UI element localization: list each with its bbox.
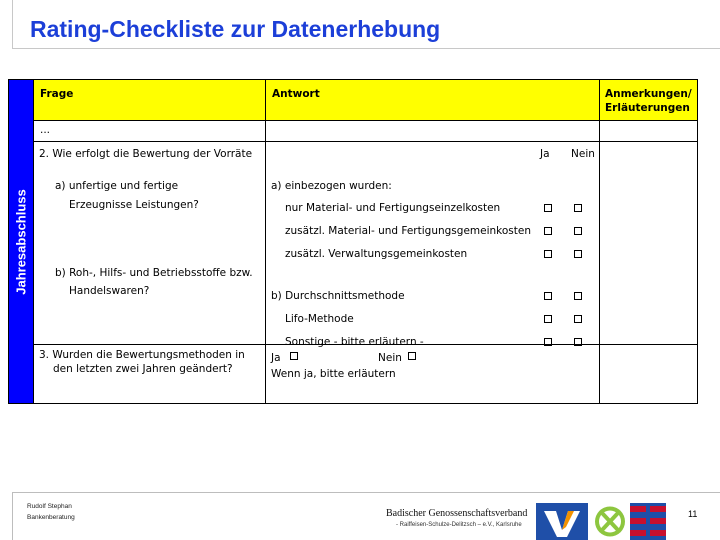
checkbox-nein-a3[interactable] <box>574 250 582 258</box>
raiffeisen-cross-icon <box>592 503 628 540</box>
header-antwort: Antwort <box>266 80 600 121</box>
row3-frage: 3. Wurden die Bewertungsmethoden in den letzten zwei Jahren geändert? <box>34 345 266 404</box>
page-title: Rating-Checkliste zur Datenerhebung <box>30 16 441 42</box>
checkbox-ja-b[interactable] <box>544 292 552 300</box>
checkbox-ja-a1[interactable] <box>544 204 552 212</box>
checkbox-nein-b1[interactable] <box>574 315 582 323</box>
row1-frage: ... <box>34 121 266 142</box>
checklist-table <box>33 79 698 404</box>
header-frage: Frage <box>34 80 266 121</box>
genossenschaft-stripes-logo <box>630 503 666 540</box>
checkbox-ja-b1[interactable] <box>544 315 552 323</box>
row2-anmerkungen <box>600 142 698 345</box>
checkbox-nein-a1[interactable] <box>574 204 582 212</box>
sidebar-label-text: Jahresabschluss <box>13 188 29 295</box>
vr-bank-logo <box>536 503 588 540</box>
row1-anmerkungen <box>600 121 698 142</box>
row1-antwort <box>266 121 600 142</box>
checkbox-ja-a2[interactable] <box>544 227 552 235</box>
footer-divider <box>12 492 720 493</box>
row2-antwort: Ja Nein a) einbezogen wurden: nur Material- und Fertigungseinzelkosten zusätzl. Material- und Fertigungsgemeinkosten zusätzl. Verwaltungsgemeinkosten b) Durchschnittsmethode Lifo-Methode Sonstige - bitte erläutern - <box>266 142 600 345</box>
header-anmerkungen: Anmerkungen/ Erläuterungen <box>600 80 698 121</box>
checkbox-ja-a3[interactable] <box>544 250 552 258</box>
row3-anmerkungen <box>600 345 698 404</box>
checkbox-nein-row3[interactable] <box>408 352 416 360</box>
page-number: 11 <box>688 509 698 519</box>
sidebar-section-label <box>8 79 34 404</box>
table-row <box>34 345 698 404</box>
row3-antwort: Ja Nein Wenn ja, bitte erläutern <box>266 345 600 404</box>
footer-left-border <box>12 492 13 540</box>
checkbox-ja-row3[interactable] <box>290 352 298 360</box>
footer-organization: Badischer Genossenschaftsverband <box>386 508 528 519</box>
checkbox-nein-b[interactable] <box>574 292 582 300</box>
row2-frage: 2. Wie erfolgt die Bewertung der Vorräte a) unfertige und fertige Erzeugnisse Leistungen? b) Roh-, Hilfs- und Betriebsstoffe bzw. Handelswaren? <box>34 142 266 345</box>
footer-organization-subtitle: - Raiffeisen-Schulze-Delitzsch – e.V., Karlsruhe <box>396 522 522 528</box>
header-row <box>34 80 698 121</box>
table-row <box>34 121 698 142</box>
checkbox-nein-a2[interactable] <box>574 227 582 235</box>
footer-author: Rudolf Stephan <box>27 503 72 510</box>
footer-department: Bankenberatung <box>27 514 75 521</box>
table-row <box>34 142 698 345</box>
